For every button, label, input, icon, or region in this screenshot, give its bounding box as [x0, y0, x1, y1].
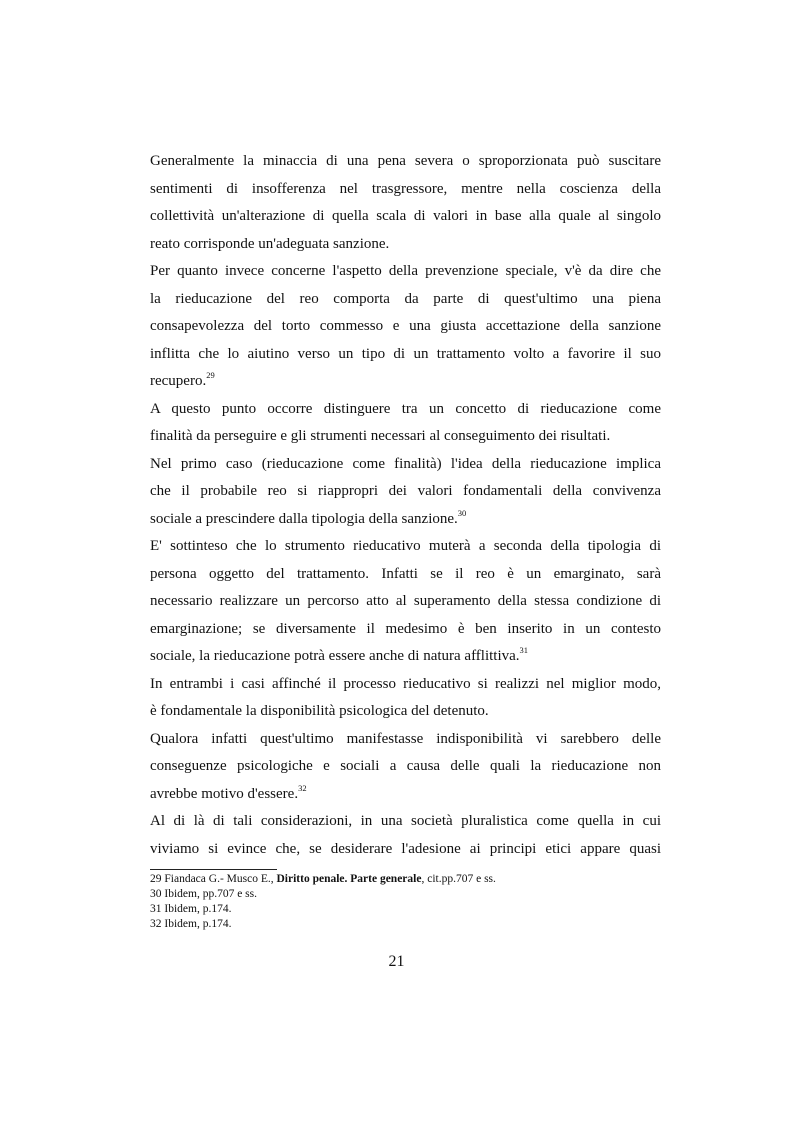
text-line: emarginazione; se diversamente il medesimo è ben inserito in un contesto — [150, 620, 661, 637]
text-line: consapevolezza del torto commesso e una giusta accettazione della sanzione — [150, 318, 661, 334]
footnotes — [150, 872, 661, 932]
footnote: 32 Ibidem, p.174. — [150, 918, 232, 930]
text-line: persona oggetto del trattamento. Infatti se il reo è un emarginato, sarà — [150, 565, 661, 582]
text-line: Nel primo caso (rieducazione come finalità) l'idea della rieducazione implica — [150, 455, 661, 472]
text-line: collettività un'alterazione di quella scala di valori in base alla quale al singolo — [150, 208, 661, 224]
text-line: In entrambi i casi affinché il processo rieducativo si realizzi nel miglior modo, — [150, 675, 661, 692]
text-line: sociale, la rieducazione potrà essere anche di natura afflittiva.$^{31}$ — [150, 645, 529, 664]
paragraph — [150, 808, 661, 863]
footnote-reference[interactable]: 31 — [519, 645, 529, 655]
paragraph — [150, 533, 661, 671]
text-line: inflitta che lo aiutino verso un tipo di un trattamento volto a favorire il suo — [150, 345, 661, 362]
footnote-title: Diritto penale. Parte generale — [276, 873, 422, 885]
footnote-reference[interactable]: 30 — [457, 507, 467, 518]
paragraph — [150, 396, 661, 451]
text-line: che il probabile reo si riappropri dei valori fondamentali della convivenza — [150, 483, 661, 499]
text-line: sentimenti di insofferenza nel trasgressore, mentre nella coscienza della — [150, 180, 661, 197]
text-line: necessario realizzare un percorso atto al superamento della stessa condizione di — [150, 593, 661, 609]
text-line: Qualora infatti quest'ultimo manifestasse indisponibilità vi sarebbero delle — [150, 730, 661, 747]
paragraph — [150, 451, 661, 534]
text-line: avrebbe motivo d'essere.$^{32}$ — [150, 782, 307, 802]
page-number: 21 — [388, 953, 405, 970]
paragraph — [150, 258, 661, 396]
body-text — [150, 148, 661, 863]
paragraph — [150, 671, 661, 726]
text-line: finalità da perseguire e gli strumenti necessari al conseguimento dei risultati. — [150, 428, 611, 444]
text-line: viviamo si evince che, se desiderare l'adesione ai principi etici appare quasi — [150, 840, 661, 857]
paragraph — [150, 148, 661, 258]
paragraph — [150, 726, 661, 809]
text-line: reato corrisponde un'adeguata sanzione. — [150, 235, 390, 252]
text-line: Generalmente la minaccia di una pena severa o sproporzionata può suscitare — [150, 153, 661, 169]
text-line: A questo punto occorre distinguere tra un concetto di rieducazione come — [150, 400, 661, 417]
footnote-reference[interactable]: 32 — [298, 782, 307, 793]
text-line: la rieducazione del reo comporta da parte di quest'ultimo una piena — [150, 290, 661, 307]
text-line: Al di là di tali considerazioni, in una società pluralistica come quella in cui — [150, 813, 661, 829]
text-line: recupero.$^{29}$ — [150, 370, 215, 389]
footnote: 29 Fiandaca G.- Musco E., Diritto penale. Parte generale, cit.pp.707 e ss. — [150, 873, 496, 885]
text-line: sociale a prescindere dalla tipologia della sanzione.$^{30}$ — [150, 507, 467, 527]
text-line: Per quanto invece concerne l'aspetto della prevenzione speciale, v'è da dire che — [150, 263, 661, 279]
text-line: è fondamentale la disponibilità psicologica del detenuto. — [150, 703, 489, 719]
text-line: E' sottinteso che lo strumento rieducativo muterà a seconda della tipologia di — [150, 538, 661, 554]
text-line: conseguenze psicologiche e sociali a causa delle quali la rieducazione non — [150, 758, 661, 774]
footnote: 31 Ibidem, p.174. — [150, 903, 232, 915]
footnote: 30 Ibidem, pp.707 e ss. — [150, 888, 258, 900]
footnote-separator — [150, 869, 277, 870]
footnote-reference[interactable]: 29 — [206, 370, 215, 380]
